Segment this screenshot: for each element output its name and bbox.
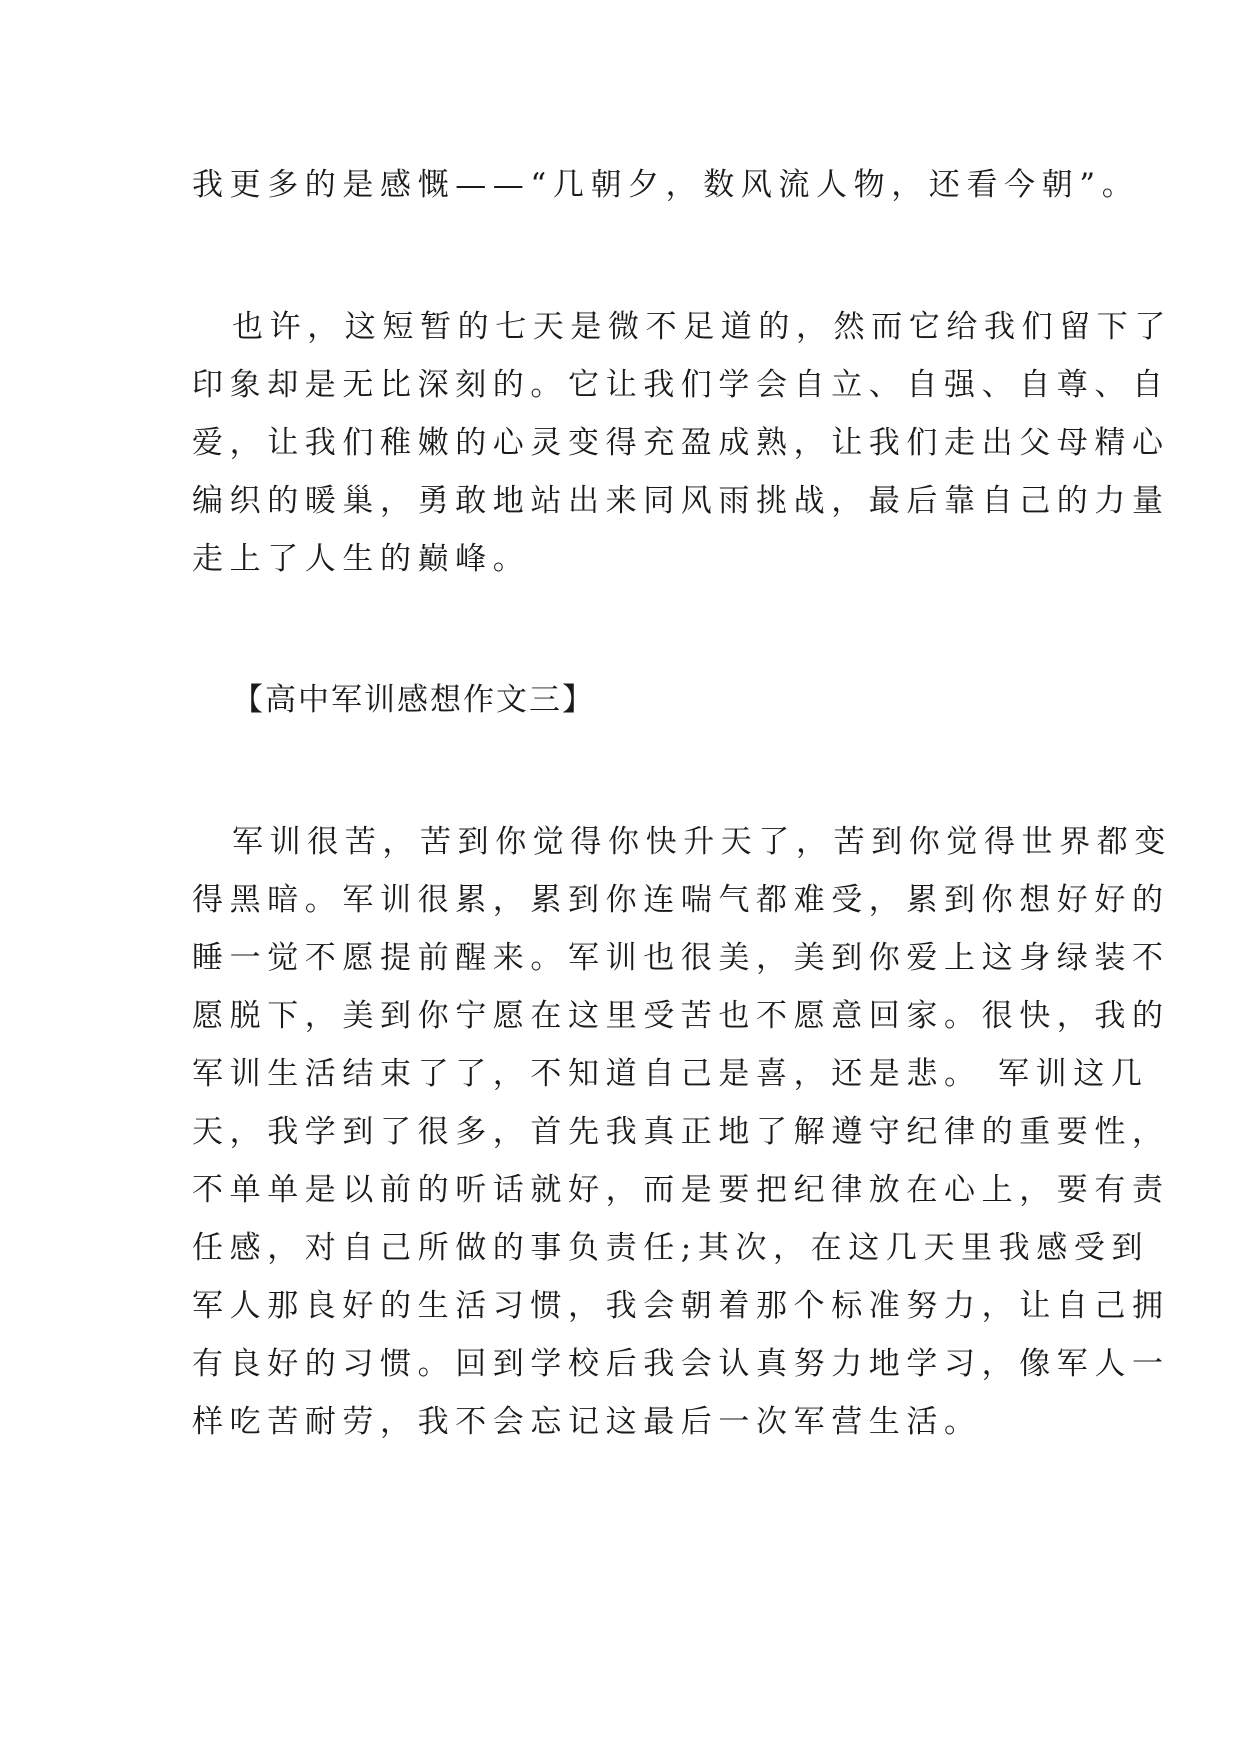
paragraph-2-line-3: 爱，让我们稚嫩的心灵变得充盈成熟，让我们走出父母精心	[192, 425, 1170, 461]
paragraph-3-line-10: 有良好的习惯。回到学校后我会认真努力地学习，像军人一	[192, 1346, 1170, 1382]
paragraph-3-line-1: 军训很苦，苦到你觉得你快升天了，苦到你觉得世界都变	[232, 824, 1172, 860]
paragraph-3-line-2: 得黑暗。军训很累，累到你连喘气都难受，累到你想好好的	[192, 882, 1170, 918]
paragraph-2-line-4: 编织的暖巢，勇敢地站出来同风雨挑战，最后靠自己的力量	[192, 483, 1170, 519]
paragraph-2-line-5: 走上了人生的巅峰。	[192, 541, 531, 577]
paragraph-3-line-4: 愿脱下，美到你宁愿在这里受苦也不愿意回家。很快，我的	[192, 998, 1170, 1034]
paragraph-3-line-3: 睡一觉不愿提前醒来。军训也很美，美到你爱上这身绿装不	[192, 940, 1170, 976]
paragraph-3-line-9: 军人那良好的生活习惯，我会朝着那个标准努力，让自己拥	[192, 1288, 1170, 1324]
paragraph-2-line-1: 也许，这短暂的七天是微不足道的，然而它给我们留下了	[232, 309, 1172, 345]
paragraph-3-line-5: 军训生活结束了了，不知道自己是喜，还是悲。 军训这几	[192, 1056, 1149, 1092]
paragraph-3-line-11: 样吃苦耐劳，我不会忘记这最后一次军营生活。	[192, 1404, 982, 1440]
paragraph-3-line-8: 任感，对自己所做的事负责任;其次，在这几天里我感受到	[192, 1230, 1150, 1266]
paragraph-3-line-6: 天，我学到了很多，首先我真正地了解遵守纪律的重要性，	[192, 1114, 1170, 1150]
section-heading: 【高中军训感想作文三】	[232, 682, 595, 718]
paragraph-2-line-2: 印象却是无比深刻的。它让我们学会自立、自强、自尊、自	[192, 367, 1170, 403]
paragraph-3-line-7: 不单单是以前的听话就好，而是要把纪律放在心上，要有责	[192, 1172, 1170, 1208]
paragraph-1-line-1: 我更多的是感慨——“几朝夕，数风流人物，还看今朝”。	[192, 167, 1140, 203]
